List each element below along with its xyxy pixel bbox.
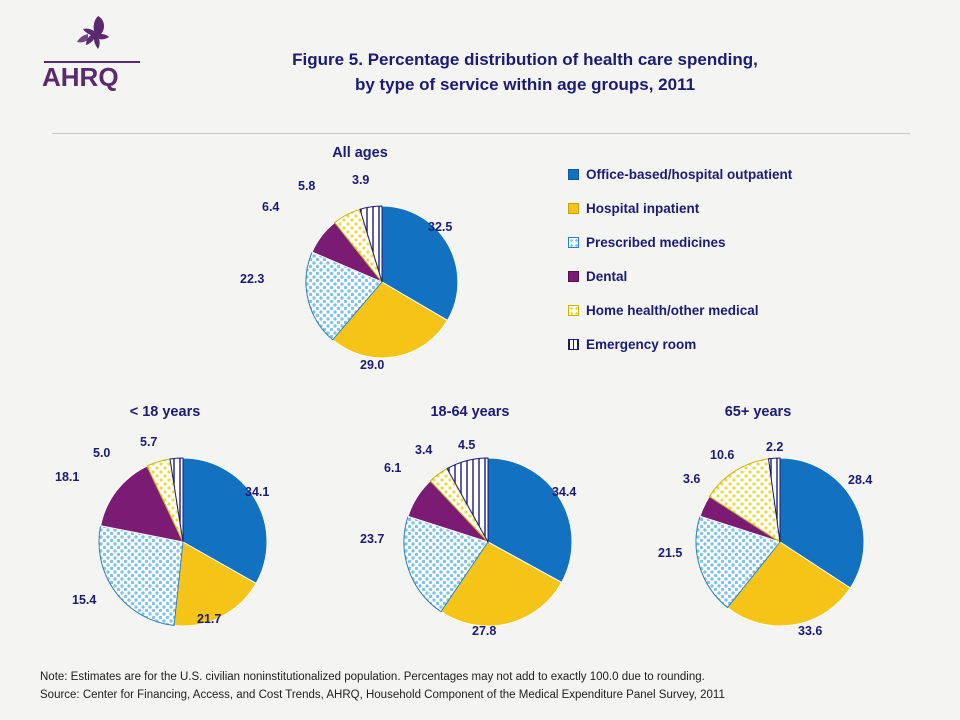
chart-18-64-title: 18-64 years — [430, 404, 510, 420]
footer-note: Note: Estimates are for the U.S. civilian noninstitutionalized population. Percentages may not add to exactly 100.0 due to rounding. — [40, 671, 705, 683]
chart-under-18 — [55, 400, 345, 660]
slice-label: 5.8 — [298, 179, 316, 193]
chart-under-18-title: < 18 years — [129, 404, 201, 420]
legend-label: Emergency room — [586, 336, 697, 352]
ahrq-logo — [36, 12, 156, 92]
legend-swatch-homehealth-icon — [568, 305, 579, 316]
chart-all-ages — [240, 140, 540, 380]
legend-item — [568, 259, 898, 293]
slice-label: 34.4 — [552, 485, 577, 499]
footer-source: Source: Center for Financing, Access, and Cost Trends, AHRQ, Household Component of the Medical Expenditure Panel Survey, 2011 — [40, 689, 725, 702]
chart-65-plus — [658, 400, 948, 660]
legend-swatch-dental-icon — [568, 271, 579, 282]
legend-swatch-emergency-icon — [568, 339, 579, 350]
legend-swatch-office-icon — [568, 169, 579, 180]
chart-all-ages-title: All ages — [332, 145, 388, 161]
slice-label: 21.7 — [197, 612, 222, 626]
footer-notes — [40, 668, 930, 705]
legend-label: Prescribed medicines — [586, 234, 726, 250]
slice-label: 3.9 — [352, 173, 370, 187]
legend-label: Hospital inpatient — [586, 200, 700, 216]
legend-swatch-inpatient-icon — [568, 203, 579, 214]
slice-label: 5.0 — [93, 446, 111, 460]
slice-label: 23.7 — [360, 532, 385, 546]
chart-65-plus-pie — [690, 452, 873, 637]
legend-item — [568, 327, 898, 361]
header-divider — [52, 133, 910, 134]
chart-18-64-pie — [398, 452, 578, 637]
legend-item — [568, 225, 898, 259]
slice-label: 4.5 — [458, 438, 476, 452]
legend-item — [568, 293, 898, 327]
legend — [568, 157, 898, 361]
legend-item — [568, 157, 898, 191]
legend-label: Office-based/hospital outpatient — [586, 166, 793, 182]
slice-label: 3.4 — [415, 443, 433, 457]
slice-label: 6.1 — [384, 461, 402, 475]
page-title — [180, 48, 870, 97]
legend-swatch-medicines-icon — [568, 237, 579, 248]
svg-text:AHRQ: AHRQ — [42, 62, 119, 92]
slice-label: 27.8 — [472, 624, 497, 638]
legend-label: Dental — [586, 268, 628, 284]
slice-label: 3.6 — [683, 472, 701, 486]
slice-label: 34.1 — [245, 485, 270, 499]
slice-label: 21.5 — [658, 546, 683, 560]
slice-label: 18.1 — [55, 470, 80, 484]
title-line-2: by type of service within age groups, 2011 — [354, 74, 696, 94]
slice-label: 29.0 — [360, 358, 385, 372]
chart-18-64 — [360, 400, 650, 660]
slice-label: 10.6 — [710, 448, 735, 462]
slice-label: 22.3 — [240, 272, 265, 286]
slice-label: 5.7 — [140, 435, 158, 449]
chart-under-18-pie — [93, 452, 273, 637]
slice-label: 32.5 — [428, 220, 453, 234]
legend-label: Home health/other medical — [586, 302, 759, 318]
slice-label: 15.4 — [72, 593, 97, 607]
slice-label: 6.4 — [262, 200, 280, 214]
slice-label: 33.6 — [798, 624, 823, 638]
legend-item — [568, 191, 898, 225]
title-line-1: Figure 5. Percentage distribution of health care spending, — [292, 50, 758, 69]
chart-65-plus-title: 65+ years — [724, 404, 792, 420]
slice-label: 28.4 — [848, 473, 873, 487]
slice-label: 2.2 — [766, 440, 784, 454]
